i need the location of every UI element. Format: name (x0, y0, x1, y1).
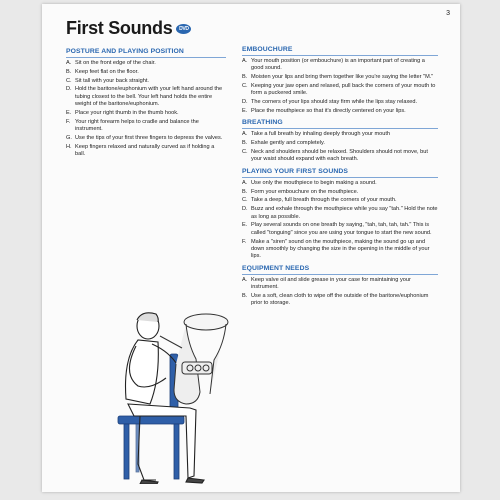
item-letter: B. (66, 68, 72, 75)
item-letter: B. (242, 188, 248, 195)
item-text: Make a "siren" sound on the mouthpiece, making the sound go up and down smoothly by changing the size in the opening in the middle of your lips. (251, 238, 430, 260)
item-letter: F. (66, 118, 71, 125)
list-item (66, 60, 226, 67)
list-item (66, 135, 226, 142)
item-letter: D. (242, 206, 248, 213)
list-item (242, 189, 438, 196)
item-text: Use a soft, clean cloth to wipe off the outside of the baritone/euphonium prior to storage. (251, 293, 429, 307)
list-item (242, 293, 438, 308)
item-text: Keep feet flat on the floor. (75, 68, 139, 75)
list-item (242, 277, 438, 292)
item-letter: F. (242, 238, 247, 245)
title-text: First Sounds (66, 18, 173, 38)
item-text: The corners of your lips should stay firm while the lips stay relaxed. (251, 99, 418, 106)
item-letter: A. (242, 58, 248, 64)
list-item (242, 131, 438, 138)
item-letter: A. (242, 179, 248, 186)
list-item (242, 99, 438, 106)
item-text: Neck and shoulders should be relaxed. Shoulders should not move, but your waist should expand with each breath. (251, 149, 428, 163)
item-letter: G. (66, 135, 72, 141)
list-item (242, 222, 438, 237)
section-heading-equipment-needs: EQUIPMENT NEEDS (242, 265, 438, 275)
list-item (242, 83, 438, 98)
item-letter: H. (66, 143, 72, 150)
list-item (242, 206, 438, 221)
item-letter: A. (242, 276, 248, 283)
section-heading-posture-and-playing-position: POSTURE AND PLAYING POSITION (66, 48, 226, 58)
item-text: Take a deep, full breath through the corners of your mouth. (251, 197, 397, 204)
list-item (66, 144, 226, 159)
item-letter: E. (66, 110, 72, 116)
item-letter: A. (66, 60, 72, 66)
item-text: Place your right thumb in the thumb hook. (75, 110, 179, 116)
item-text: Hold the baritone/euphonium with your left hand around the tubing closest to the bell. Your left hand holds the entire weight of the baritone/euphonium. (75, 86, 223, 108)
left-column (66, 44, 226, 160)
list-item (66, 86, 226, 108)
item-text: Sit on the front edge of the chair. (75, 60, 156, 66)
item-letter: C. (242, 83, 248, 89)
item-letter: D. (66, 86, 72, 93)
section-heading-embouchure: EMBOUCHURE (242, 46, 438, 56)
item-text: Place the mouthpiece so that it's directly centered on your lips. (251, 108, 406, 114)
list-item (66, 78, 226, 85)
item-letter: C. (242, 149, 248, 155)
item-letter: E. (242, 108, 248, 114)
item-text: Use only the mouthpiece to begin making a sound. (251, 179, 377, 186)
item-text: Form your embouchure on the mouthpiece. (251, 188, 359, 195)
item-letter: E. (242, 222, 248, 229)
book-page (42, 4, 460, 492)
list-item (242, 149, 438, 164)
list-item (242, 108, 438, 115)
item-text: Moisten your lips and bring them together like you're saying the letter "M." (251, 74, 434, 81)
page-number: 3 (446, 10, 450, 17)
euphonium-player-illustration (78, 304, 268, 484)
list-item (242, 74, 438, 81)
item-letter: B. (242, 74, 248, 81)
item-text: Your right forearm helps to cradle and balance the instrument. (75, 118, 199, 133)
item-letter: B. (242, 293, 248, 300)
list-item (66, 110, 226, 117)
section-heading-playing-your-first-sounds: PLAYING YOUR FIRST SOUNDS (242, 168, 438, 178)
item-text: Keep fingers relaxed and naturally curved as if holding a ball. (75, 143, 215, 158)
item-text: Sit tall with your back straight. (75, 77, 149, 84)
item-text: Keeping your jaw open and relaxed, pull back the corners of your mouth to form a puckered smile. (251, 83, 436, 97)
item-letter: C. (66, 77, 72, 84)
right-column (242, 42, 438, 309)
item-text: Keep valve oil and slide grease in your case for maintaining your instrument. (251, 276, 411, 291)
item-text: Use the tips of your first three fingers to depress the valves. (75, 135, 223, 141)
dvd-icon: DVD (176, 24, 191, 34)
item-text: Play several sounds on one breath by saying, "tah, tah, tah, tah." This is called "tonguing" since you are using your tongue to start the new sound. (251, 222, 432, 236)
item-letter: A. (242, 131, 248, 138)
item-text: Your mouth position (or embouchure) is an important part of creating a good sound. (251, 58, 425, 72)
item-letter: D. (242, 99, 248, 106)
list-item (242, 180, 438, 187)
list-item (242, 197, 438, 204)
section-heading-breathing: BREATHING (242, 119, 438, 129)
list-item (242, 140, 438, 147)
item-letter: C. (242, 197, 248, 204)
page-title (66, 18, 191, 39)
list-item (66, 69, 226, 76)
item-text: Take a full breath by inhaling deeply through your mouth (251, 131, 390, 138)
item-text: Buzz and exhale through the mouthpiece while you say "tah." Hold the note as long as possible. (251, 206, 438, 220)
list-item (242, 58, 438, 73)
item-text: Exhale gently and completely. (251, 140, 325, 147)
list-item (66, 119, 226, 134)
list-item (242, 239, 438, 261)
item-letter: B. (242, 140, 248, 147)
